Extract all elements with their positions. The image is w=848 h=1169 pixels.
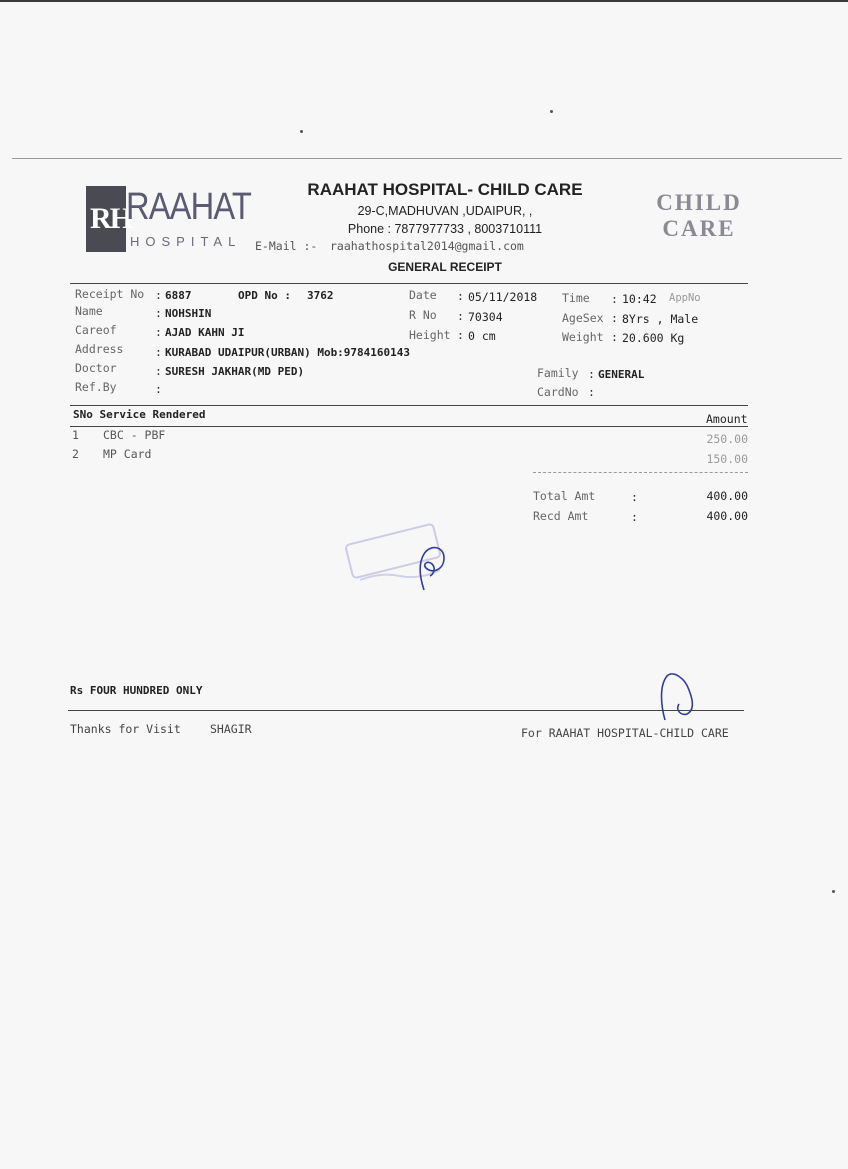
weight-label: Weight <box>562 330 604 344</box>
row-1-amount: 250.00 <box>706 432 748 446</box>
agesex-value: 8Yrs , Male <box>622 312 699 326</box>
appno-label: AppNo <box>669 292 701 304</box>
colon: : <box>631 510 638 524</box>
colon: : <box>588 385 595 399</box>
page-top-edge <box>0 0 848 2</box>
colon: : <box>611 330 618 344</box>
logo-name: RAAHAT <box>126 186 251 228</box>
colon: : <box>155 382 162 396</box>
fields-divider <box>70 405 748 406</box>
hospital-address: 29-C,MADHUVAN ,UDAIPUR, , <box>357 204 533 218</box>
rno-value: 70304 <box>468 310 503 324</box>
table-header-divider <box>70 426 748 427</box>
row-1-sno: 1 <box>72 428 79 442</box>
total-amount-label: Total Amt <box>533 489 596 503</box>
colon: : <box>155 288 162 302</box>
address-label: Address <box>75 342 124 356</box>
row-1-service: CBC - PBF <box>103 428 166 442</box>
colon: : <box>155 306 162 320</box>
footer-divider <box>68 710 744 711</box>
colon: : <box>457 289 464 303</box>
opd-no-value: 3762 <box>307 289 334 302</box>
total-amount-value: 400.00 <box>706 489 748 503</box>
row-2-service: MP Card <box>103 447 152 461</box>
opd-no-label: OPD No : <box>238 289 291 302</box>
patient-name: NOHSHIN <box>165 307 212 320</box>
page-fold-line <box>12 158 842 159</box>
hospital-email: raahathospital2014@gmail.com <box>330 239 524 253</box>
amount-column-header: Amount <box>706 412 748 426</box>
hospital-logo <box>86 186 251 254</box>
doctor-label: Doctor <box>75 361 117 375</box>
careof-value: AJAD KAHN JI <box>165 326 245 339</box>
hospital-phone: Phone : 7877977733 , 8003710111 <box>347 222 543 236</box>
service-column-header: SNo Service Rendered <box>73 408 206 421</box>
cardno-label: CardNo <box>537 385 579 399</box>
weight-value: 20.600 Kg <box>622 331 685 345</box>
received-amount-value: 400.00 <box>706 509 748 523</box>
height-value: 0 cm <box>468 329 496 343</box>
colon: : <box>155 325 162 339</box>
child-care-badge-line1: CHILD <box>656 190 742 215</box>
logo-letters: RH <box>90 202 131 235</box>
address-value: KURABAD UDAIPUR(URBAN) Mob:9784160143 <box>165 346 411 359</box>
rno-label: R No <box>409 308 437 322</box>
header-divider <box>70 283 748 284</box>
refby-label: Ref.By <box>75 380 117 394</box>
receipt-no-value: 6887 <box>165 289 192 302</box>
logo-badge <box>86 186 131 252</box>
colon: : <box>155 345 162 359</box>
row-2-amount: 150.00 <box>706 452 748 466</box>
colon: : <box>457 309 464 323</box>
received-amount-label: Recd Amt <box>533 509 589 523</box>
family-value: GENERAL <box>598 368 645 381</box>
family-label: Family <box>537 366 579 380</box>
child-care-badge <box>640 190 758 260</box>
careof-label: Careof <box>75 323 117 337</box>
amount-in-words: Rs FOUR HUNDRED ONLY <box>70 684 203 697</box>
date-label: Date <box>409 288 437 302</box>
colon: : <box>611 292 618 306</box>
colon: : <box>155 364 162 378</box>
time-label: Time <box>562 291 590 305</box>
authorized-signature <box>655 668 705 723</box>
colon: : <box>631 490 638 504</box>
email-label: E-Mail :- <box>255 239 318 253</box>
date-value: 05/11/2018 <box>468 290 538 304</box>
cashier-name: SHAGIR <box>210 722 252 736</box>
colon: : <box>611 311 618 325</box>
for-hospital-text: For RAAHAT HOSPITAL-CHILD CARE <box>521 726 729 740</box>
height-label: Height <box>409 328 451 342</box>
doctor-signature <box>410 540 460 595</box>
receipt-title: GENERAL RECEIPT <box>388 260 502 274</box>
name-label: Name <box>75 304 103 318</box>
agesex-label: AgeSex <box>562 311 604 325</box>
receipt-no-label: Receipt No <box>75 287 145 301</box>
thanks-text: Thanks for Visit <box>70 722 181 736</box>
totals-separator <box>533 472 748 473</box>
hospital-name: RAAHAT HOSPITAL- CHILD CARE <box>307 180 583 199</box>
colon: : <box>457 328 464 342</box>
scan-speck <box>300 130 303 133</box>
scan-speck <box>832 890 835 893</box>
doctor-value: SURESH JAKHAR(MD PED) <box>165 365 305 378</box>
scan-speck <box>550 110 553 113</box>
time-value: 10:42 <box>622 292 657 306</box>
colon: : <box>588 367 595 381</box>
child-care-badge-line2: CARE <box>662 216 736 241</box>
logo-subtitle: HOSPITAL <box>130 234 242 249</box>
row-2-sno: 2 <box>72 447 79 461</box>
